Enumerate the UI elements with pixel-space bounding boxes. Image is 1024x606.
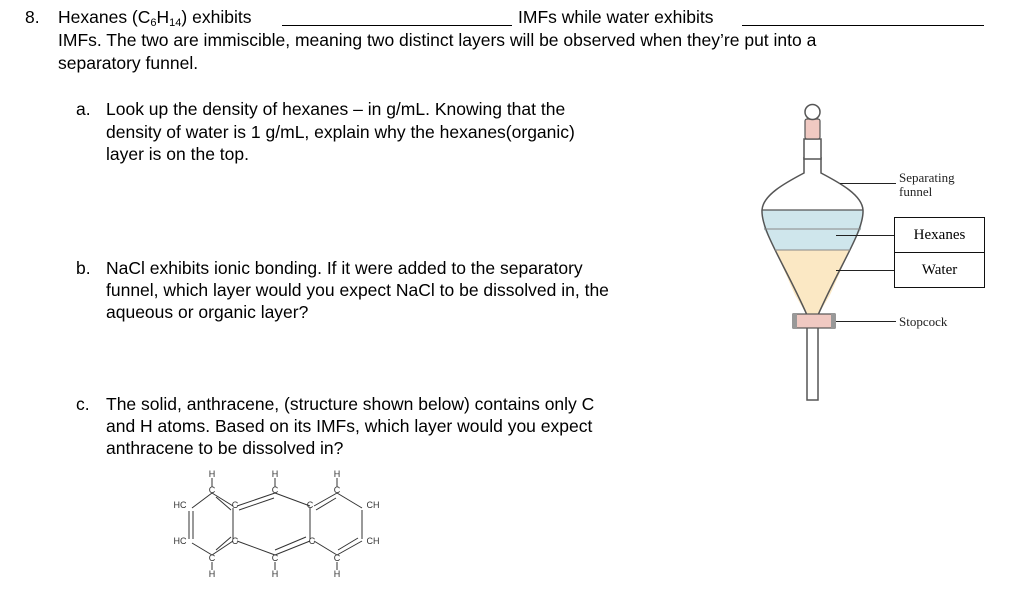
atom-label: H bbox=[271, 469, 279, 479]
question-text: H bbox=[156, 7, 170, 27]
answer-blank-water[interactable] bbox=[742, 7, 984, 26]
hexanes-layer bbox=[762, 210, 863, 250]
part-b-letter: b. bbox=[76, 258, 91, 278]
separatory-funnel-diagram bbox=[745, 95, 895, 405]
leader-line bbox=[840, 183, 896, 184]
atom-label: C bbox=[271, 553, 279, 563]
atom-label: C bbox=[231, 536, 239, 546]
atom-label: C bbox=[208, 485, 216, 495]
anthracene-structure bbox=[165, 466, 395, 581]
part-c-line: and H atoms. Based on its IMFs, which layer would you expect bbox=[106, 416, 593, 436]
stopper-knob bbox=[805, 105, 820, 120]
question-line-3: separatory funnel. bbox=[58, 53, 199, 73]
question-number: 8. bbox=[25, 7, 40, 27]
question-line-1 bbox=[58, 6, 251, 28]
atom-label: C bbox=[306, 500, 314, 510]
separating-funnel-label bbox=[899, 171, 955, 199]
stopper bbox=[805, 119, 820, 139]
atom-label: CH bbox=[366, 536, 380, 546]
atom-label: C bbox=[333, 553, 341, 563]
atom-label: H bbox=[333, 569, 341, 579]
atom-label: CH bbox=[366, 500, 380, 510]
leader-line bbox=[836, 270, 896, 271]
question-text: Hexanes (C bbox=[58, 7, 151, 27]
stopcock bbox=[793, 314, 835, 328]
atom-label: H bbox=[271, 569, 279, 579]
question-line-2: IMFs. The two are immiscible, meaning two distinct layers will be observed when they’re put into a bbox=[58, 30, 817, 50]
water-label-box: Water bbox=[894, 252, 985, 288]
atom-label: C bbox=[333, 485, 341, 495]
atom-label: HC bbox=[173, 536, 187, 546]
atom-label: HC bbox=[173, 500, 187, 510]
label-line: funnel bbox=[899, 184, 933, 199]
water-layer bbox=[775, 250, 850, 315]
part-a-line: density of water is 1 g/mL, explain why the hexanes(organic) bbox=[106, 122, 575, 142]
part-a-letter: a. bbox=[76, 99, 91, 119]
hexanes-label-box: Hexanes bbox=[894, 217, 985, 253]
part-b-line: aqueous or organic layer? bbox=[106, 302, 309, 322]
leader-line bbox=[836, 321, 896, 322]
part-a-line: Look up the density of hexanes – in g/mL. Knowing that the bbox=[106, 99, 566, 119]
subscript: 14 bbox=[169, 17, 182, 29]
atom-label: C bbox=[231, 500, 239, 510]
atom-label: C bbox=[271, 485, 279, 495]
atom-label: C bbox=[308, 536, 316, 546]
atom-label: H bbox=[208, 469, 216, 479]
atom-label: H bbox=[208, 569, 216, 579]
part-b-line: funnel, which layer would you expect NaCl to be dissolved in, the bbox=[106, 280, 609, 300]
part-c-line: anthracene to be dissolved in? bbox=[106, 438, 344, 458]
stopcock-label: Stopcock bbox=[899, 314, 948, 329]
part-c-line: The solid, anthracene, (structure shown below) contains only C bbox=[106, 394, 595, 414]
part-b-line: NaCl exhibits ionic bonding. If it were added to the separatory bbox=[106, 258, 583, 278]
atom-label: C bbox=[208, 553, 216, 563]
answer-blank-hexanes[interactable] bbox=[282, 7, 512, 26]
question-text: IMFs while water exhibits bbox=[518, 7, 714, 27]
question-text: ) exhibits bbox=[181, 7, 252, 27]
part-c-letter: c. bbox=[76, 394, 90, 414]
subscript: 6 bbox=[150, 17, 157, 29]
part-a-line: layer is on the top. bbox=[106, 144, 249, 164]
leader-line bbox=[836, 235, 896, 236]
label-line: Separating bbox=[899, 170, 955, 185]
atom-label: H bbox=[333, 469, 341, 479]
